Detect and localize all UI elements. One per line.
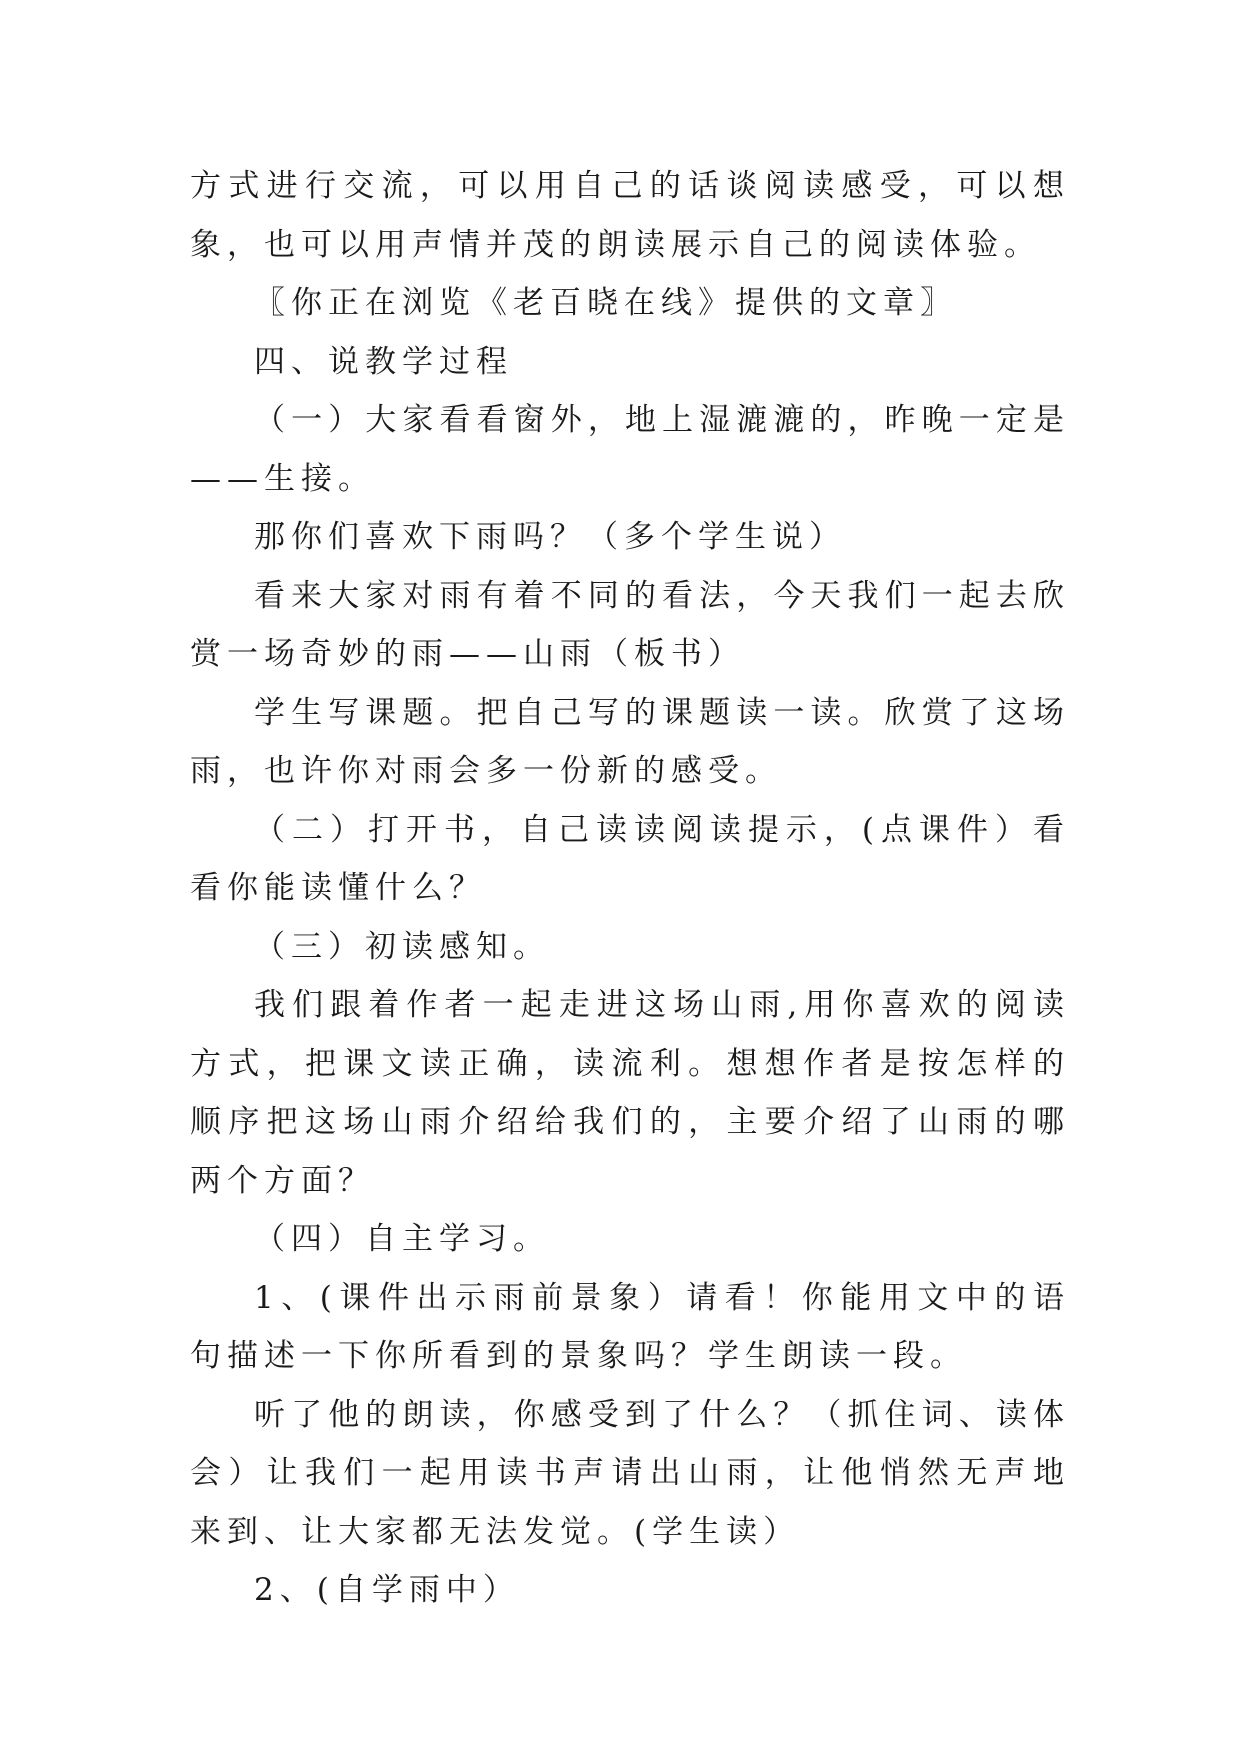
paragraph: （二）打开书，自己读读阅读提示，(点课件）看看你能读懂什么？ — [190, 811, 1070, 906]
paragraph: 听了他的朗读，你感受到了什么？（抓住词、读体会）让我们一起用读书声请出山雨，让他悄然无声地来到、让大家都无法发觉。(学生读） — [190, 1396, 1070, 1550]
paragraph: （一）大家看看窗外，地上湿漉漉的，昨晚一定是——生接。 — [190, 402, 1070, 497]
paragraph: 那你们喜欢下雨吗？（多个学生说） — [254, 519, 846, 555]
paragraph: 1、(课件出示雨前景象）请看！你能用文中的语句描述一下你所看到的景象吗？学生朗读一段。 — [190, 1279, 1070, 1374]
document-body — [190, 157, 1070, 1620]
paragraph: （四）自主学习。 — [254, 1221, 550, 1257]
paragraph-continuation: 方式进行交流，可以用自己的话谈阅读感受，可以想象，也可以用声情并茂的朗读展示自己的阅读体验。 — [190, 168, 1070, 263]
paragraph-source-notice: 〖你正在浏览《老百晓在线》提供的文章〗 — [254, 285, 957, 321]
paragraph: 学生写课题。把自己写的课题读一读。欣赏了这场雨，也许你对雨会多一份新的感受。 — [190, 694, 1070, 789]
paragraph: 我们跟着作者一起走进这场山雨,用你喜欢的阅读方式，把课文读正确，读流利。想想作者是按怎样的顺序把这场山雨介绍给我们的，主要介绍了山雨的哪两个方面？ — [190, 987, 1070, 1199]
paragraph: 2、(自学雨中） — [254, 1572, 520, 1608]
paragraph: （三）初读感知。 — [254, 928, 550, 965]
section-heading: 四、说教学过程 — [254, 343, 513, 380]
paragraph: 看来大家对雨有着不同的看法，今天我们一起去欣赏一场奇妙的雨——山雨（板书） — [190, 577, 1070, 672]
